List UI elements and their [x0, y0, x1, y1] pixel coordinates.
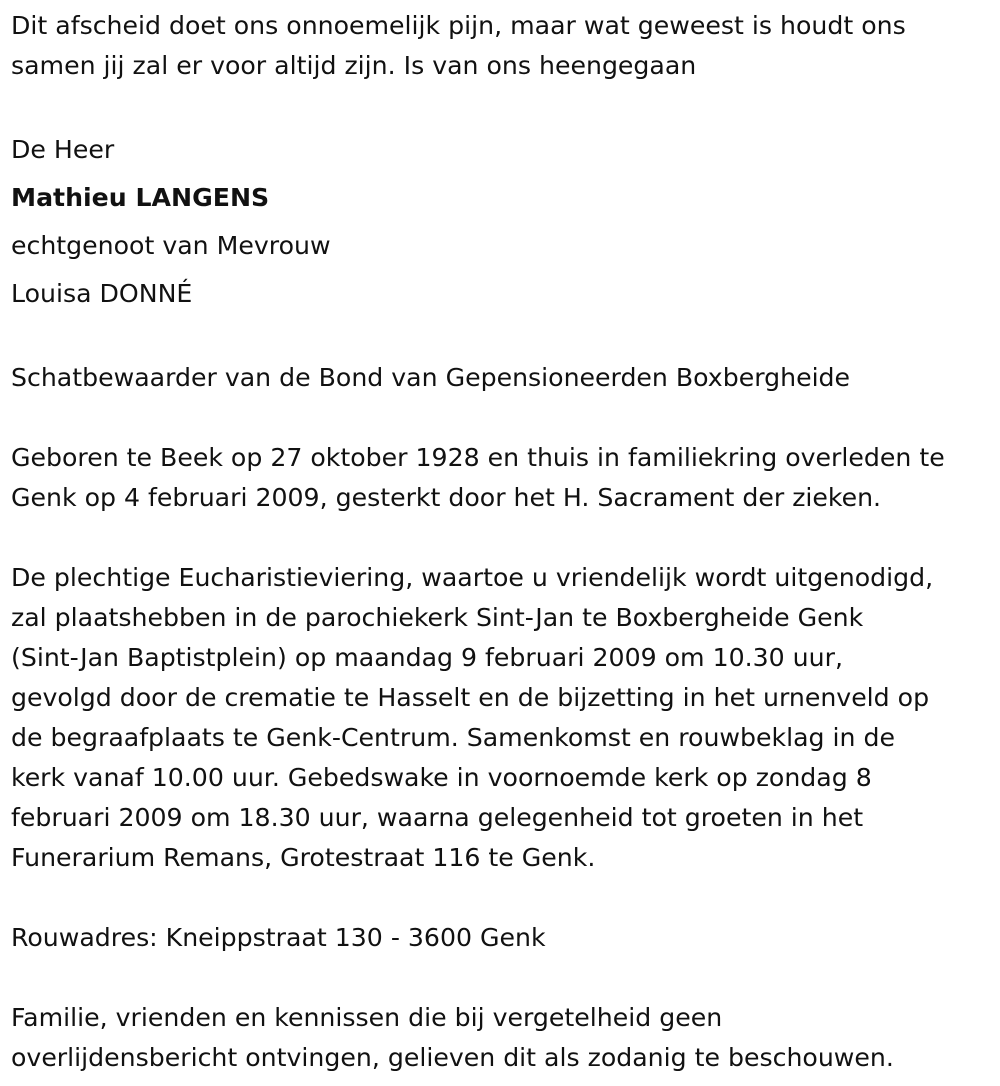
- deceased-name: Mathieu LANGENS: [11, 183, 270, 212]
- mourning-address: Rouwadres: Kneippstraat 130 - 3600 Genk: [11, 923, 546, 952]
- birth-death-line-1: Geboren te Beek op 27 oktober 1928 en thuis in familiekring overleden te: [11, 443, 945, 472]
- ceremony-line: februari 2009 om 18.30 uur, waarna gelegenheid tot groeten in het: [11, 803, 864, 832]
- intro-line-2: samen jij zal er voor altijd zijn. Is van ons heengegaan: [11, 51, 697, 80]
- ceremony-line: kerk vanaf 10.00 uur. Gebedswake in voornoemde kerk op zondag 8: [11, 763, 872, 792]
- ceremony-line: zal plaatshebben in de parochiekerk Sint-Jan te Boxbergheide Genk: [11, 603, 864, 632]
- ceremony-line: De plechtige Eucharistieviering, waartoe u vriendelijk wordt uitgenodigd,: [11, 563, 934, 592]
- birth-death-line-2: Genk op 4 februari 2009, gesterkt door het H. Sacrament der zieken.: [11, 483, 882, 512]
- spacer: [11, 958, 996, 998]
- ceremony-line: gevolgd door de crematie te Hasselt en de bijzetting in het urnenveld op: [11, 683, 930, 712]
- deceased-role: Schatbewaarder van de Bond van Gepensioneerden Boxbergheide: [11, 363, 851, 392]
- intro-line-1: Dit afscheid doet ons onnoemelijk pijn, maar wat geweest is houdt ons: [11, 11, 906, 40]
- closing-line-2: overlijdensbericht ontvingen, gelieven dit als zodanig te beschouwen.: [11, 1043, 894, 1072]
- deceased-relation: echtgenoot van Mevrouw: [11, 231, 331, 260]
- ceremony-line: Funerarium Remans, Grotestraat 116 te Genk.: [11, 843, 596, 872]
- deceased-spouse: Louisa DONNÉ: [11, 279, 193, 308]
- obituary-notice: [11, 6, 996, 1078]
- ceremony-line: (Sint-Jan Baptistplein) op maandag 9 februari 2009 om 10.30 uur,: [11, 643, 843, 672]
- spacer: [11, 86, 996, 126]
- spacer: [11, 318, 996, 358]
- spacer: [11, 878, 996, 918]
- closing-line-1: Familie, vrienden en kennissen die bij vergetelheid geen: [11, 1003, 723, 1032]
- deceased-title: De Heer: [11, 135, 115, 164]
- spacer: [11, 398, 996, 438]
- ceremony-line: de begraafplaats te Genk-Centrum. Samenkomst en rouwbeklag in de: [11, 723, 895, 752]
- spacer: [11, 518, 996, 558]
